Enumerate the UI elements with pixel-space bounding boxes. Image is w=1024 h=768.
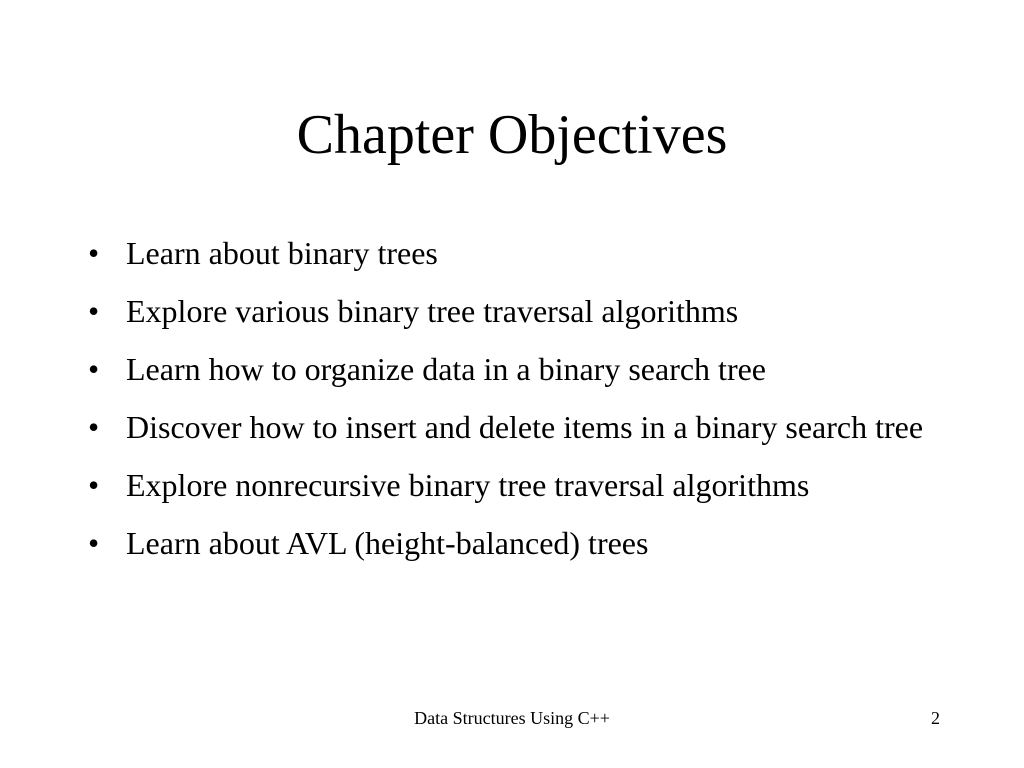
bullet-list [88, 230, 958, 578]
bullet-icon: • [88, 235, 100, 271]
bullet-icon: • [88, 525, 100, 561]
bullet-text: Learn about binary trees [126, 235, 438, 271]
bullet-icon: • [88, 467, 100, 503]
bullet-text: Explore various binary tree traversal algorithms [126, 293, 739, 329]
list-item [88, 230, 958, 276]
list-item [88, 462, 958, 508]
bullet-icon: • [88, 351, 100, 387]
list-item [88, 404, 958, 450]
bullet-text: Explore nonrecursive binary tree traversal algorithms [126, 467, 810, 503]
slide-title: Chapter Objectives [296, 104, 728, 166]
footer-text: Data Structures Using C++ [414, 708, 610, 728]
bullet-icon: • [88, 409, 100, 445]
bullet-text: Learn how to organize data in a binary search tree [126, 351, 766, 387]
page-number: 2 [931, 708, 940, 728]
bullet-icon: • [88, 293, 100, 329]
list-item [88, 520, 958, 566]
bullet-text: Learn about AVL (height-balanced) trees [126, 525, 649, 561]
bullet-text: Discover how to insert and delete items in a binary search tree [126, 409, 924, 445]
list-item [88, 346, 958, 392]
list-item [88, 288, 958, 334]
